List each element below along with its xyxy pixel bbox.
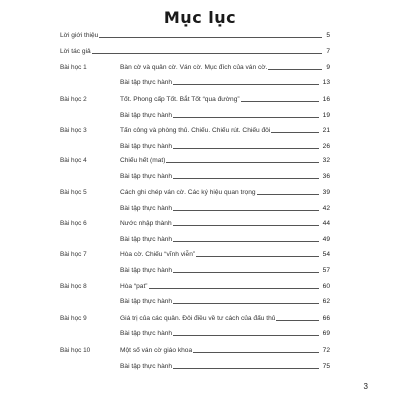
toc-page-number: 44 [322,220,330,227]
toc-entry-title: Bài tập thực hành [120,173,173,180]
toc-page-number: 21 [322,127,330,134]
toc-entry-title: Cách ghi chép ván cờ. Các ký hiệu quan trọng [120,189,256,196]
toc-entry [60,171,330,183]
toc-entry [60,234,330,246]
toc-dot-leader [173,178,319,179]
toc-dot-leader [173,210,319,211]
toc-page-number: 32 [322,157,330,164]
toc-entry-title: Tốt. Phong cấp Tốt. Bắt Tốt “qua đường” [120,96,240,103]
toc-entry-title: Bài tập thực hành [120,79,173,86]
toc-dot-leader [193,352,319,353]
toc-dot-leader [92,53,322,54]
toc-page-number: 62 [322,298,330,305]
toc-dot-leader [173,368,319,369]
toc-entry-title: Bài tập thực hành [120,143,173,150]
toc-page-number: 19 [322,112,330,119]
toc-page-number: 75 [322,363,330,370]
toc-entry [60,94,330,106]
toc-dot-leader [173,303,319,304]
page-number: 3 [363,382,368,391]
toc-lesson-label: Bài học 3 [60,127,87,134]
toc-lesson-label: Bài học 9 [60,315,87,322]
toc-entry-title: Bàn cờ và quân cờ. Ván cờ. Mục đích của ván cờ. [120,64,268,71]
toc-page-number: 39 [322,189,330,196]
toc-entry [60,345,330,357]
toc-dot-leader [173,148,319,149]
toc-dot-leader [173,84,319,85]
toc-page-number: 16 [322,96,330,103]
toc-entry-title: Chiếu hết (mat) [120,157,166,164]
toc-dot-leader [257,194,319,195]
page-title: Mục lục [163,8,237,27]
toc-entry-title: Hòa cờ. Chiếu “vĩnh viễn” [120,251,196,258]
toc-entry [60,155,330,167]
toc-page-number: 69 [322,330,330,337]
toc-dot-leader [166,162,319,163]
toc-entry [60,125,330,137]
toc-entry [60,265,330,277]
toc-lesson-label: Bài học 6 [60,220,87,227]
toc-page-number: 42 [322,205,330,212]
toc-entry-title: Hòa “pat” [120,283,148,290]
toc-entry-title: Tấn công và phòng thủ. Chiếu. Chiếu rút. Chiếu đôi [120,127,271,134]
toc-entry-title: Một số ván cờ giáo khoa [120,347,193,354]
toc-entry-title: Bài tập thực hành [120,330,173,337]
toc-dot-leader [271,132,319,133]
toc-dot-leader [173,272,319,273]
toc-lesson-label: Bài học 2 [60,96,87,103]
toc-page-number: 54 [322,251,330,258]
toc-lesson-label: Bài học 5 [60,189,87,196]
toc-entry [60,141,330,153]
toc-dot-leader [99,37,322,38]
toc-entry-title: Lời giới thiệu [60,32,99,39]
toc-entry-title: Bài tập thực hành [120,112,173,119]
toc-page-number: 7 [326,48,330,55]
toc-lesson-label: Bài học 10 [60,347,91,354]
toc-dot-leader [196,256,319,257]
toc-entry [60,187,330,199]
toc-entry [60,313,330,325]
toc-entry [60,296,330,308]
toc-entry [60,361,330,373]
toc-entry [60,46,330,58]
toc-lesson-label: Bài học 4 [60,157,87,164]
toc-entry [60,77,330,89]
toc-dot-leader [241,101,319,102]
toc-entry [60,249,330,261]
toc-dot-leader [268,69,322,70]
toc-entry [60,203,330,215]
toc-entry [60,30,330,42]
toc-entry-title: Bài tập thực hành [120,267,173,274]
toc-entry-title: Bài tập thực hành [120,236,173,243]
toc-entry-title: Giá trị của các quân. Đôi điều về tư cách của đấu thủ [120,315,276,322]
toc-entry [60,218,330,230]
toc-lesson-label: Bài học 7 [60,251,87,258]
toc-dot-leader [149,288,319,289]
toc-dot-leader [173,335,319,336]
toc-entry [60,110,330,122]
toc-dot-leader [173,241,319,242]
toc-dot-leader [173,117,319,118]
toc-page-number: 26 [322,143,330,150]
toc-page-number: 9 [326,64,330,71]
toc-page-number: 72 [322,347,330,354]
toc-page-number: 13 [322,79,330,86]
toc-entry-title: Lời tác giả [60,48,91,55]
toc-entry [60,328,330,340]
toc-entry-title: Bài tập thực hành [120,298,173,305]
toc-lesson-label: Bài học 1 [60,64,87,71]
toc-lesson-label: Bài học 8 [60,283,87,290]
toc-page-number: 36 [322,173,330,180]
toc-entry-title: Bài tập thực hành [120,363,173,370]
toc-entry-title: Nước nhập thành [120,220,172,227]
toc-page-number: 49 [322,236,330,243]
toc-page-number: 60 [322,283,330,290]
toc-dot-leader [276,320,319,321]
toc-page-number: 66 [322,315,330,322]
toc-dot-leader [173,225,319,226]
toc-page-number: 57 [322,267,330,274]
toc-entry [60,281,330,293]
toc-page-number: 5 [326,32,330,39]
toc-entry-title: Bài tập thực hành [120,205,173,212]
toc-entry [60,62,330,74]
